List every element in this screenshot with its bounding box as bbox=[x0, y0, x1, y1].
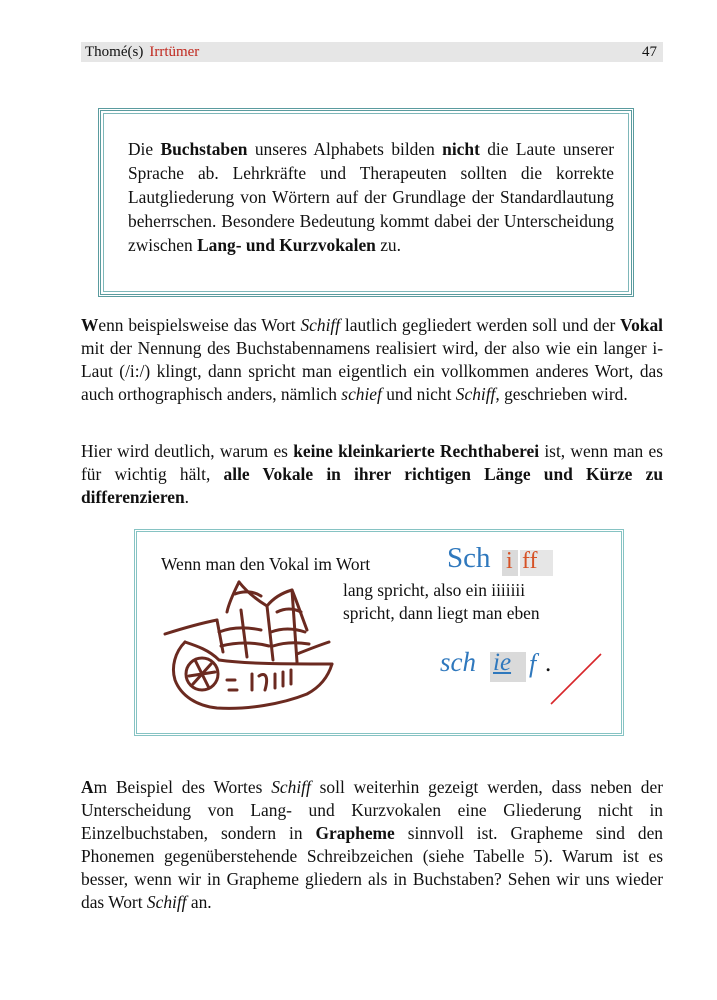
word-schiff-ff-box bbox=[520, 550, 553, 576]
body-text: unseres Alphabets bilden bbox=[247, 139, 443, 159]
illustration-box bbox=[134, 529, 624, 736]
word-schiff-i-box bbox=[502, 550, 518, 576]
emphasis-text: nicht bbox=[442, 139, 480, 159]
body-text: zu. bbox=[375, 235, 401, 255]
paragraph-schiff-example: Wenn beispielsweise das Wort Schiff lautlich gegliedert werden soll und der Vokal mit der Nennung des Buchstabennamens realisiert wird, der also wie ein langer i-Laut (/i:/) klingt, dann spricht man eigentlich ein vollkommen anderes Wort, das auch orthographisch anders, nämlich schief und nicht Schiff, geschrieben wird. bbox=[81, 315, 663, 404]
word-schief-f: f bbox=[529, 649, 537, 678]
info-box-text bbox=[128, 137, 614, 257]
paragraph-graphemes: Am Beispiel des Wortes Schiff soll weiterhin gezeigt werden, dass neben der Unterscheidung von Lang- und Kurzvokalen eine Gliederung nicht in Einzelbuchstaben, sondern in Grapheme sinnvoll ist. Grapheme sind den Phonemen gegenüberstehende Schreibzeichen (siehe Tabelle 5). Warum ist es besser, wenn wir in Grapheme gliedern als in Buchstaben? Sehen wir uns wieder das Wort Schiff an. bbox=[81, 777, 664, 912]
body-text: die Laute unserer Sprache ab. Lehrkräfte und Therapeuten sollten die korrekte Lautgliederung von Wörtern auf der Grundlage der Standardlautung beherrschen. Besondere Bedeutung kommt dabei der Unterscheidung zwischen bbox=[128, 139, 614, 255]
word-schief-ie: ie bbox=[493, 649, 512, 676]
paragraph-vowel-length: Hier wird deutlich, warum es keine kleinkarierte Rechthaberei ist, wenn man es für wichtig hält, alle Vokale in ihrer richtigen Länge und Kürze zu differenzieren. bbox=[81, 441, 663, 507]
body-text: Die bbox=[128, 139, 161, 159]
illustration-line-2: lang spricht, also ein iiiiiii bbox=[343, 580, 526, 600]
word-schief-sch: sch bbox=[440, 647, 476, 677]
emphasis-text: Lang- und Kurzvokalen bbox=[197, 235, 376, 255]
word-schief-ie-box bbox=[490, 649, 526, 682]
red-strike-line bbox=[547, 650, 607, 710]
illustration-line-1: Wenn man den Vokal im Wort bbox=[161, 554, 371, 574]
emphasis-text: Buchstaben bbox=[160, 139, 248, 159]
word-schiff-i: i bbox=[506, 548, 513, 574]
ship-drawing-icon bbox=[157, 572, 337, 722]
word-schiff-sch: Sch bbox=[447, 542, 491, 574]
running-header bbox=[81, 42, 663, 62]
header-author: Thomé(s) bbox=[85, 44, 144, 60]
illustration-line-3: spricht, dann liegt man eben bbox=[343, 603, 540, 623]
drop-initial: A bbox=[81, 777, 94, 797]
drop-initial: W bbox=[81, 315, 99, 335]
info-box bbox=[98, 108, 634, 297]
word-schiff-ff: ff bbox=[522, 548, 538, 574]
page-number: 47 bbox=[642, 44, 657, 60]
word-schief-period: . bbox=[545, 650, 552, 677]
header-title: Irrtümer bbox=[149, 44, 200, 60]
